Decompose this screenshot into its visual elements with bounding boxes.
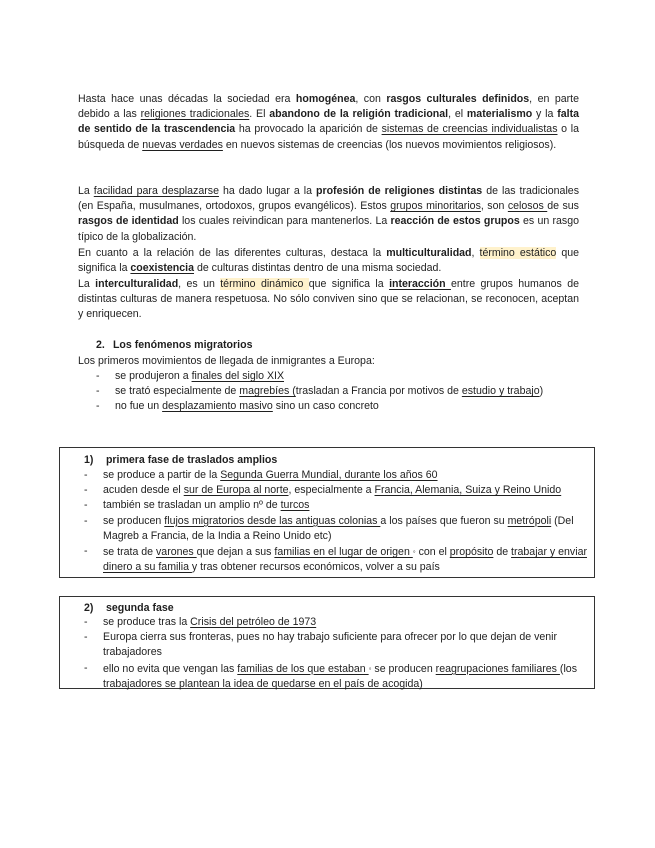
list-item: - se trató especialmente de magrebíes (trasladan a Francia por motivos de estudio y trabajo) — [96, 385, 544, 398]
phase-one-title: 1) primera fase de traslados amplios — [84, 454, 278, 466]
paragraph-interculturalidad: La interculturalidad, es un término dinámico que significa la interacción entre grupos humanos de distintas culturas de manera respetuosa. No sólo conviven sino que se relacionan, se reconocen, aceptan y enriquecen. — [78, 278, 580, 321]
list-item: - Europa cierra sus fronteras, pues no hay trabajo suficiente para ofrecer por lo que dejan de venir trabajadores — [84, 631, 558, 659]
paragraph-religions: La facilidad para desplazarse ha dado lugar a la profesión de religiones distintas de las tradicionales (en España, musulmanes, ortodoxos, grupos evangélicos). Estos grupos minoritarios, son celosos de sus rasgos de identidad los cuales reivindican para mantenerlos. La reacción de estos grupos es un rasgo típico de la globalización. — [78, 185, 579, 243]
phase-one-box — [59, 447, 595, 578]
list-item: - también se trasladan un amplio nº de turcos — [84, 499, 310, 512]
phase-two-box — [59, 596, 595, 689]
list-item: - se produce tras la Crisis del petróleo de 1973 — [84, 616, 317, 628]
phase-two-title: 2) segunda fase — [84, 602, 174, 614]
arrow-icon: ◦ — [412, 547, 416, 557]
list-item: - se produjeron a finales del siglo XIX — [96, 370, 285, 382]
list-item: - acuden desde el sur de Europa al norte, especialmente a Francia, Alemania, Suiza y Reino Unido — [84, 484, 562, 497]
paragraph-intro: Hasta hace unas décadas la sociedad era homogénea, con rasgos culturales definidos, en parte debido a las religiones tradicionales. El abandono de la religión tradicional, el materialismo y la falta de sentido de la trascendencia ha provocado la aparición de sistemas de creencias individualistas o la búsqueda de nuevas verdades en nuevos sistemas de creencias (los nuevos movimientos religiosos). — [78, 93, 579, 151]
list-item: - no fue un desplazamiento masivo sino un caso concreto — [96, 400, 379, 413]
section-intro: Los primeros movimientos de llegada de inmigrantes a Europa: — [78, 355, 375, 367]
list-item: - se produce a partir de la Segunda Guerra Mundial, durante los años 60 — [84, 469, 438, 481]
phase-one-list — [84, 468, 590, 575]
arrow-icon: ◦ — [368, 663, 372, 673]
list-item: - se trata de varones que dejan a sus familias en el lugar de origen ◦ con el propósito de trabajar y enviar dinero a su familia y tras obtener recursos económicos, volver a su país — [84, 545, 588, 574]
migration-list — [78, 369, 581, 415]
phase-two-list — [84, 615, 590, 692]
list-item: - ello no evita que vengan las familias de los que estaban ◦ se producen reagrupaciones familiares (los trabajadores se plantean la idea de quedarse en el país de acogida) — [84, 661, 577, 690]
section-heading: 2. Los fenómenos migratorios — [96, 339, 253, 351]
list-item: - se producen flujos migratorios desde las antiguas colonias a los países que fueron su metrópoli (Del Magreb a Francia, de la India a Reino Unido etc) — [84, 514, 574, 542]
paragraph-multiculturalidad: En cuanto a la relación de las diferentes culturas, destaca la multiculturalidad, término estático que significa la coexistencia de culturas distintas dentro de una misma sociedad. — [78, 247, 580, 275]
